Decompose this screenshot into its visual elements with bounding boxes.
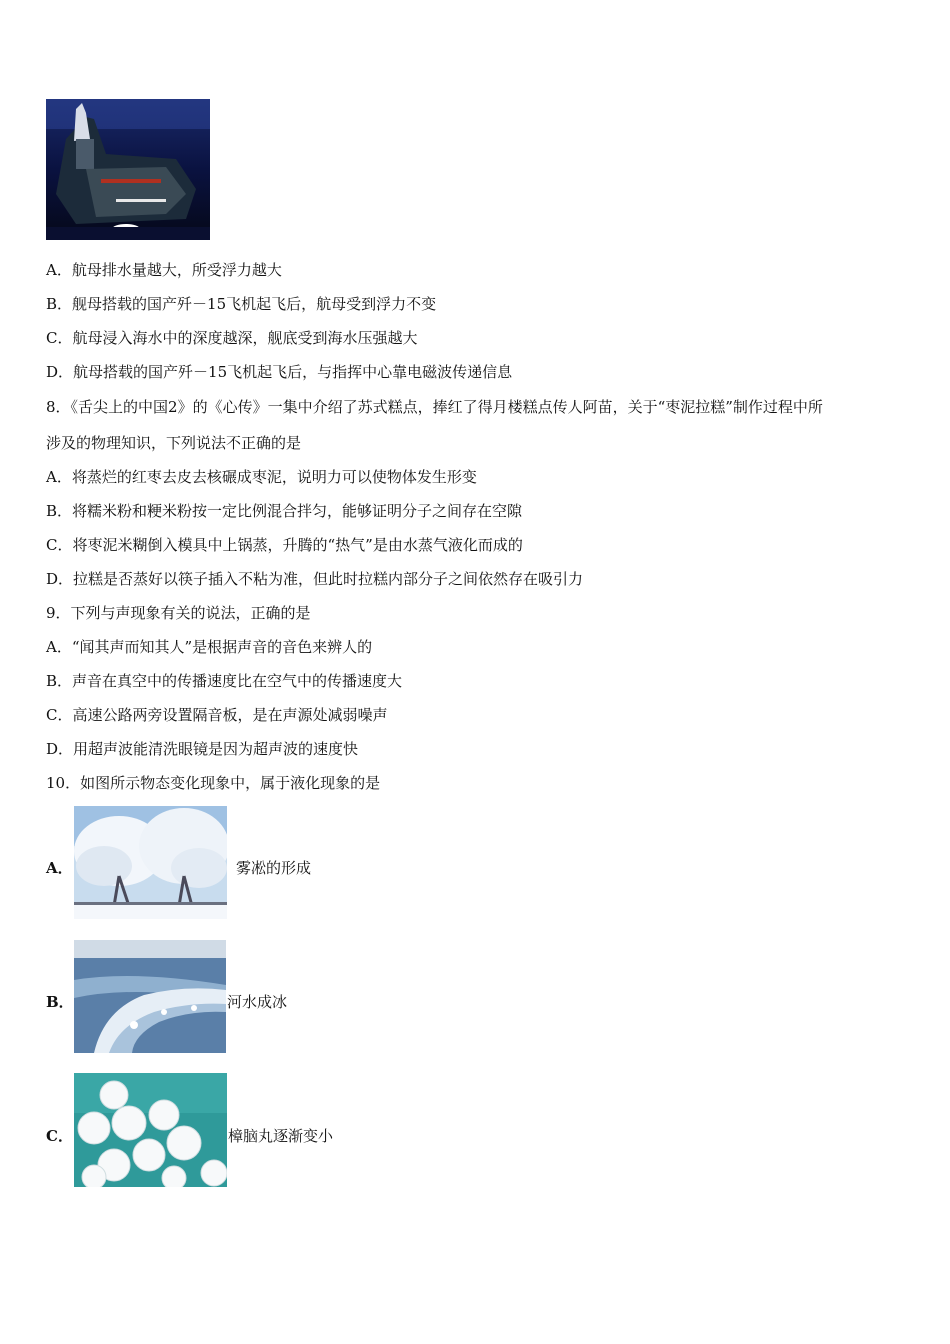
q8-stem-line1: 8．《舌尖上的中国2》的《心传》一集中介绍了苏式糕点，捧红了得月楼糕点传人阿苗，关于“枣泥拉糕”制作过程中所 [46, 398, 823, 416]
rime-frost-trees-image [74, 806, 227, 919]
q9-option-c: C．高速公路两旁设置隔音板，是在声源处减弱噪声 [46, 706, 388, 724]
q9-option-a: A．“闻其声而知其人”是根据声音的音色来辨人的 [46, 638, 373, 656]
q10-option-c-caption: 樟脑丸逐渐变小 [228, 1127, 334, 1145]
q10-option-a-caption: 雾凇的形成 [236, 859, 312, 877]
q8-stem-line2: 涉及的物理知识，下列说法不正确的是 [46, 434, 302, 452]
river-freezing-image [74, 940, 226, 1053]
q10-option-b-label: B． [46, 993, 74, 1011]
camphor-balls-image [74, 1073, 227, 1187]
q8-option-d: D．拉糕是否蒸好以筷子插入不粘为准，但此时拉糕内部分子之间依然存在吸引力 [46, 570, 584, 588]
q7-option-c: C．航母浸入海水中的深度越深，舰底受到海水压强越大 [46, 329, 418, 347]
q10-option-c-label: C． [46, 1127, 73, 1145]
q7-option-a: A．航母排水量越大，所受浮力越大 [46, 261, 282, 279]
q8-option-a: A．将蒸烂的红枣去皮去核碾成枣泥，说明力可以使物体发生形变 [46, 468, 477, 486]
q7-option-d: D．航母搭载的国产歼－15飞机起飞后，与指挥中心靠电磁波传递信息 [46, 363, 513, 381]
q9-option-b: B．声音在真空中的传播速度比在空气中的传播速度大 [46, 672, 403, 690]
q9-option-d: D．用超声波能清洗眼镜是因为超声波的速度快 [46, 740, 359, 758]
q7-option-b: B．舰母搭载的国产歼－15飞机起飞后，航母受到浮力不变 [46, 295, 437, 313]
q10-option-a-label: A． [46, 859, 73, 877]
q8-option-c: C．将枣泥米糊倒入模具中上锅蒸，升腾的“热气”是由水蒸气液化而成的 [46, 536, 523, 554]
aircraft-carrier-image [46, 99, 210, 240]
q9-stem: 9．下列与声现象有关的说法，正确的是 [46, 604, 311, 622]
q10-stem: 10．如图所示物态变化现象中，属于液化现象的是 [46, 774, 381, 792]
q8-option-b: B．将糯米粉和粳米粉按一定比例混合拌匀，能够证明分子之间存在空隙 [46, 502, 523, 520]
q10-option-b-caption: 河水成冰 [227, 993, 288, 1011]
